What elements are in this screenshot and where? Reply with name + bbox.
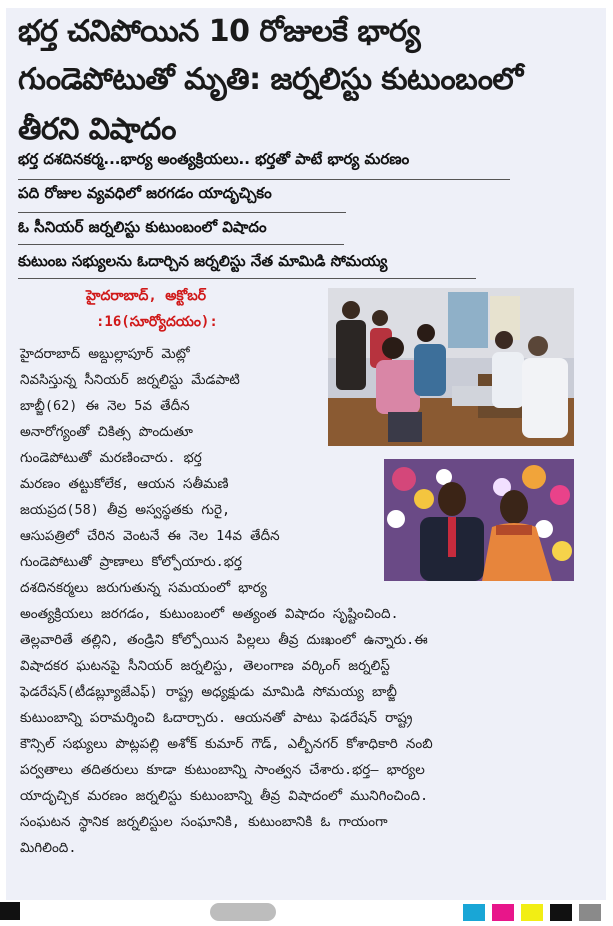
body-line: అంత్యక్రియలు జరగడం, కుటుంబంలో అత్యంత విషాదం సృష్టించింది. — [20, 606, 399, 622]
subhead-rule — [18, 212, 346, 213]
body-line: అనారోగ్యంతో చికిత్స పొందుతూ — [20, 424, 193, 440]
body-line: కుటుంబాన్ని పరామర్శించి ఓదార్చారు. ఆయనతో పాటు ఫెడరేషన్ రాష్ట్ర — [20, 710, 413, 726]
body-line: ఫెడరేషన్(టీడబ్ల్యూజేఎఫ్) రాష్ట్ర అధ్యక్షుడు మామిడి సోమయ్య బాబ్జీ — [20, 684, 397, 700]
body-line: హైదరాబాద్ అబ్దుల్లాపూర్ మెట్లో — [20, 346, 190, 362]
body-line: నివసిస్తున్న సీనియర్ జర్నలిస్టు మేడపాటి — [20, 372, 240, 388]
body-line: పర్వతాలు తదితరులు కూడా కుటుంబాన్ని సాంత్వన చేశారు.భర్త– భార్యల — [20, 762, 425, 778]
subhead-rule — [18, 179, 510, 180]
body-line: సంఘటన స్థానిక జర్నలిస్టుల సంఘానికి, కుటుంబానికి ఓ గాయంగా — [20, 814, 388, 830]
body-line: బాబ్జీ(62) ఈ నెల 5వ తేదీన — [20, 398, 190, 414]
body-line: గుండెపోటుతో మరణించారు. భర్త — [20, 450, 202, 466]
subhead-4: కుటుంబ సభ్యులను ఓదార్చిన జర్నలిస్టు నేత మామిడి సోమయ్య — [18, 252, 388, 270]
registration-pill — [210, 903, 276, 921]
magenta-swatch — [492, 904, 514, 921]
headline-line-1: భర్త చనిపోయిన 10 రోజులకే భార్య — [18, 14, 421, 49]
body-line: కౌన్సిల్ సభ్యులు పొట్లపల్లి అశోక్ కుమార్ గౌడ్, ఎల్బీనగర్ కోశాధికారి నంబి — [20, 736, 433, 752]
body-line: జయప్రద(58) తీవ్ర అస్వస్థతకు గురై, — [20, 502, 231, 518]
body-line: గుండెపోటుతో ప్రాణాలు కోల్పోయారు.భర్త — [20, 554, 242, 570]
couple-portrait-photo — [384, 459, 574, 581]
gray-swatch — [579, 904, 601, 921]
crop-mark — [0, 902, 20, 920]
headline-line-3: తీరని విషాదం — [18, 112, 176, 147]
subhead-2: పది రోజుల వ్యవధిలో జరగడం యాదృచ్చికం — [18, 184, 272, 202]
body-line: యాదృచ్చిక మరణం జర్నలిస్టు కుటుంబాన్ని తీవ్ర విషాదంలో మునిగించింది. — [20, 788, 429, 804]
body-line: తెల్లవారితే తల్లిని, తండ్రిని కోల్పోయిన పిల్లలు తీవ్ర దుఃఖంలో ఉన్నారు.ఈ — [20, 632, 428, 648]
body-line: ఆసుపత్రిలో చేరిన వెంటనే ఈ నెల 14వ తేదీన — [20, 528, 280, 544]
body-line: మిగిలింది. — [20, 840, 77, 856]
black-swatch — [550, 904, 572, 921]
group-meeting-photo — [328, 288, 574, 446]
subhead-rule — [18, 244, 344, 245]
dateline-line-2: :16(సూర్యోదయం): — [96, 314, 218, 330]
yellow-swatch — [521, 904, 543, 921]
cyan-swatch — [463, 904, 485, 921]
body-line: దశదినకర్మలు జరుగుతున్న సమయంలో భార్య — [20, 580, 267, 596]
subhead-3: ఓ సీనియర్ జర్నలిస్టు కుటుంబంలో విషాదం — [18, 218, 267, 236]
body-line: మరణం తట్టుకోలేక, ఆయన సతీమణి — [20, 476, 229, 492]
dateline-line-1: హైదరాబాద్, అక్టోబర్ — [86, 288, 207, 304]
subhead-1: భర్త దశదినకర్మ...భార్య అంత్యక్రియలు.. భర్తతో పాటే భార్య మరణం — [18, 150, 410, 168]
headline-line-2: గుండెపోటుతో మృతి: జర్నలిస్టు కుటుంబంలో — [18, 62, 523, 97]
body-line: విషాదకర ఘటనపై సీనియర్ జర్నలిస్టు, తెలంగాణ వర్కింగ్ జర్నలిస్ట్ — [20, 658, 390, 674]
subhead-rule — [18, 278, 476, 279]
